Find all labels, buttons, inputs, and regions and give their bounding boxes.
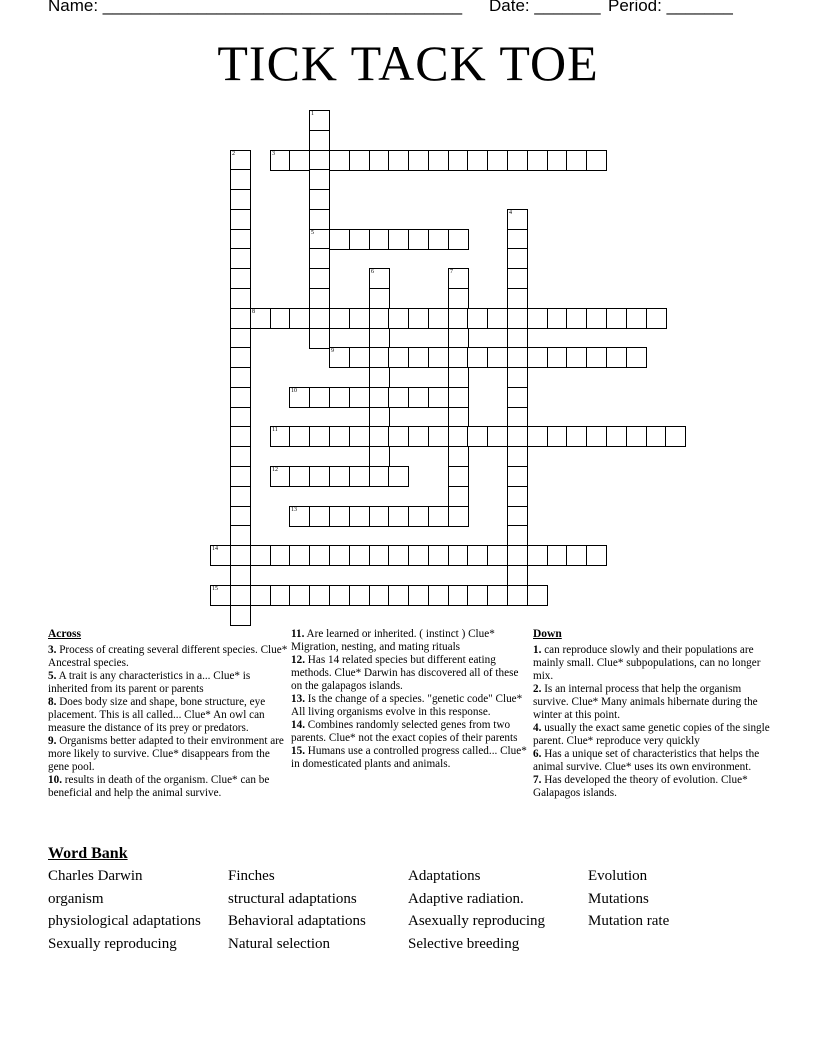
- grid-cell[interactable]: [665, 426, 686, 447]
- grid-cell[interactable]: [467, 347, 488, 368]
- grid-cell[interactable]: [606, 308, 627, 329]
- clue-item: [48, 670, 288, 696]
- grid-cell[interactable]: [230, 565, 251, 586]
- grid-cell[interactable]: [566, 426, 587, 447]
- word-bank-item: Charles Darwin: [48, 868, 143, 884]
- grid-cell[interactable]: [230, 407, 251, 428]
- grid-cell[interactable]: [626, 308, 647, 329]
- clue-number: 1.: [533, 644, 542, 656]
- grid-cell[interactable]: [230, 486, 251, 507]
- grid-cell[interactable]: [547, 545, 568, 566]
- down-heading: Down: [533, 628, 562, 640]
- grid-cell[interactable]: [329, 347, 350, 368]
- grid-cell[interactable]: [448, 486, 469, 507]
- grid-cell[interactable]: [250, 545, 271, 566]
- grid-cell[interactable]: [646, 308, 667, 329]
- clue-number: 9: [331, 348, 334, 354]
- grid-cell[interactable]: [586, 308, 607, 329]
- grid-cell[interactable]: [349, 347, 370, 368]
- grid-cell[interactable]: [586, 150, 607, 171]
- name-field: Name: ______________________________________: [48, 0, 463, 15]
- grid-cell[interactable]: [507, 150, 528, 171]
- clue-text: Are learned or inherited. ( instinct ) Clue* Migration, nesting, and mating rituals: [291, 628, 495, 653]
- clue-item: [533, 644, 773, 683]
- grid-cell[interactable]: [507, 367, 528, 388]
- grid-cell[interactable]: [309, 288, 330, 309]
- grid-cell[interactable]: [467, 585, 488, 606]
- grid-cell[interactable]: [507, 466, 528, 487]
- clue-text: Has 14 related species but different eating methods. Clue* Darwin has discovered all of these on the galapagos islands.: [291, 654, 519, 692]
- period-field: Period: _______: [608, 0, 733, 15]
- grid-cell[interactable]: [487, 426, 508, 447]
- date-field: Date: _______: [489, 0, 601, 15]
- clue-number: 10: [291, 388, 297, 394]
- grid-cell[interactable]: [467, 545, 488, 566]
- grid-cell[interactable]: [388, 426, 409, 447]
- grid-cell[interactable]: [369, 466, 390, 487]
- grid-cell[interactable]: [527, 308, 548, 329]
- grid-cell[interactable]: [369, 229, 390, 250]
- grid-cell[interactable]: [309, 150, 330, 171]
- grid-cell[interactable]: [448, 585, 469, 606]
- clue-number: 14: [212, 546, 218, 552]
- word-bank-item: Sexually reproducing: [48, 936, 177, 953]
- clue-item: [533, 774, 773, 800]
- grid-cell[interactable]: [408, 426, 429, 447]
- grid-cell[interactable]: [507, 446, 528, 467]
- grid-cell[interactable]: [448, 367, 469, 388]
- grid-cell[interactable]: [309, 248, 330, 269]
- grid-cell[interactable]: [309, 229, 330, 250]
- grid-cell[interactable]: [270, 308, 291, 329]
- grid-cell[interactable]: [369, 308, 390, 329]
- grid-cell[interactable]: [566, 347, 587, 368]
- grid-cell[interactable]: [547, 426, 568, 447]
- grid-cell[interactable]: [349, 308, 370, 329]
- grid-cell[interactable]: [428, 308, 449, 329]
- grid-cell[interactable]: [487, 545, 508, 566]
- grid-cell[interactable]: [428, 150, 449, 171]
- grid-cell[interactable]: [586, 347, 607, 368]
- grid-cell[interactable]: [309, 130, 330, 151]
- word-bank-item: Finches: [228, 868, 275, 884]
- grid-cell[interactable]: [388, 585, 409, 606]
- clue-text: Has developed the theory of evolution. Clue* Galapagos islands.: [533, 774, 748, 799]
- grid-cell[interactable]: [507, 387, 528, 408]
- grid-cell[interactable]: [507, 288, 528, 309]
- grid-cell[interactable]: [507, 565, 528, 586]
- word-bank-item: Evolution: [588, 868, 648, 884]
- grid-cell[interactable]: [369, 268, 390, 289]
- grid-cell[interactable]: [507, 426, 528, 447]
- grid-cell[interactable]: [309, 189, 330, 210]
- grid-cell[interactable]: [388, 347, 409, 368]
- grid-cell[interactable]: [448, 328, 469, 349]
- clue-text: Does body size and shape, bone structure, eye placement. This is all called... Clue* An owl can measure the distance of its prey or predators.: [48, 696, 266, 734]
- grid-cell[interactable]: [467, 426, 488, 447]
- grid-cell[interactable]: [527, 585, 548, 606]
- clue-number: 4.: [533, 722, 542, 734]
- grid-cell[interactable]: [428, 387, 449, 408]
- grid-cell[interactable]: [428, 545, 449, 566]
- grid-cell[interactable]: [467, 308, 488, 329]
- grid-cell[interactable]: [230, 268, 251, 289]
- clue-item: [48, 696, 288, 735]
- grid-cell[interactable]: [626, 426, 647, 447]
- grid-cell[interactable]: [448, 506, 469, 527]
- grid-cell[interactable]: [230, 248, 251, 269]
- clue-text: Has a unique set of characteristics that helps the animal survive. Clue* uses its own environment.: [533, 748, 760, 773]
- clue-number: 12.: [291, 654, 305, 666]
- grid-cell[interactable]: [408, 347, 429, 368]
- clue-number: 15.: [291, 745, 305, 757]
- grid-cell[interactable]: [507, 347, 528, 368]
- word-bank-item: Mutation rate: [588, 913, 670, 930]
- grid-cell[interactable]: [408, 545, 429, 566]
- grid-cell[interactable]: [230, 466, 251, 487]
- clue-number: 7.: [533, 774, 542, 786]
- word-bank-item: Natural selection: [228, 936, 331, 953]
- grid-cell[interactable]: [527, 545, 548, 566]
- clue-text: Is the change of a species. "genetic code" Clue* All living organisms evolve in this response.: [291, 693, 523, 718]
- grid-cell[interactable]: [527, 347, 548, 368]
- clue-text: Organisms better adapted to their environment are more likely to survive. Clue* disappears from the gene pool.: [48, 735, 284, 773]
- grid-cell[interactable]: [230, 605, 251, 626]
- grid-cell[interactable]: [448, 466, 469, 487]
- clue-number: 13: [291, 507, 297, 513]
- grid-cell[interactable]: [230, 367, 251, 388]
- clue-number: 1: [311, 111, 314, 117]
- grid-cell[interactable]: [507, 407, 528, 428]
- grid-cell[interactable]: [369, 387, 390, 408]
- grid-cell[interactable]: [329, 308, 350, 329]
- grid-cell[interactable]: [289, 426, 310, 447]
- grid-cell[interactable]: [388, 387, 409, 408]
- clue-number: 2: [232, 151, 235, 157]
- grid-cell[interactable]: [448, 446, 469, 467]
- clue-number: 6.: [533, 748, 542, 760]
- clue-item: [291, 745, 527, 771]
- grid-cell[interactable]: [369, 288, 390, 309]
- clue-text: usually the exact same genetic copies of the single parent. Clue* reproduce very quickly: [533, 722, 770, 747]
- grid-cell[interactable]: [230, 525, 251, 546]
- grid-cell[interactable]: [369, 328, 390, 349]
- grid-cell[interactable]: [349, 506, 370, 527]
- grid-cell[interactable]: [408, 506, 429, 527]
- clue-number: 11.: [291, 628, 305, 640]
- word-bank-item: Behavioral adaptations: [228, 913, 366, 930]
- grid-cell[interactable]: [230, 229, 251, 250]
- grid-cell[interactable]: [329, 229, 350, 250]
- grid-cell[interactable]: [408, 308, 429, 329]
- grid-cell[interactable]: [349, 466, 370, 487]
- grid-cell[interactable]: [388, 506, 409, 527]
- grid-cell[interactable]: [329, 585, 350, 606]
- grid-cell[interactable]: [309, 585, 330, 606]
- clue-number: 15: [212, 586, 218, 592]
- word-bank-item: Mutations: [588, 890, 649, 907]
- clue-text: results in death of the organism. Clue* can be beneficial and help the animal survive.: [48, 774, 270, 799]
- grid-cell[interactable]: [230, 288, 251, 309]
- grid-cell[interactable]: [329, 150, 350, 171]
- grid-cell[interactable]: [289, 150, 310, 171]
- grid-cell[interactable]: [448, 268, 469, 289]
- page-title: TICK TACK TOE: [217, 35, 599, 91]
- grid-cell[interactable]: [448, 150, 469, 171]
- grid-cell[interactable]: [507, 248, 528, 269]
- grid-cell[interactable]: [428, 347, 449, 368]
- grid-cell[interactable]: [270, 545, 291, 566]
- grid-cell[interactable]: [230, 308, 251, 329]
- grid-cell[interactable]: [329, 545, 350, 566]
- clue-number: 8.: [48, 696, 57, 708]
- clue-item: [48, 735, 288, 774]
- grid-cell[interactable]: [566, 150, 587, 171]
- clue-number: 5: [311, 230, 314, 236]
- grid-cell[interactable]: [428, 585, 449, 606]
- grid-cell[interactable]: [428, 426, 449, 447]
- grid-cell[interactable]: [289, 585, 310, 606]
- word-bank-item: Adaptations: [408, 868, 481, 884]
- word-bank-item: Adaptive radiation.: [408, 890, 524, 907]
- grid-cell[interactable]: [566, 545, 587, 566]
- grid-cell[interactable]: [448, 347, 469, 368]
- grid-cell[interactable]: [329, 466, 350, 487]
- grid-cell[interactable]: [388, 545, 409, 566]
- grid-cell[interactable]: [369, 347, 390, 368]
- clue-item: [291, 654, 527, 693]
- grid-cell[interactable]: [230, 545, 251, 566]
- grid-cell[interactable]: [270, 426, 291, 447]
- grid-cell[interactable]: [388, 150, 409, 171]
- grid-cell[interactable]: [250, 585, 271, 606]
- grid-cell[interactable]: [507, 209, 528, 230]
- grid-cell[interactable]: [270, 585, 291, 606]
- grid-cell[interactable]: [408, 229, 429, 250]
- grid-cell[interactable]: [487, 308, 508, 329]
- grid-cell[interactable]: [230, 426, 251, 447]
- grid-cell[interactable]: [210, 585, 231, 606]
- clue-text: can reproduce slowly and their populations are mainly small. Clue* subpopulations, can no longer mix.: [533, 644, 761, 682]
- grid-cell[interactable]: [428, 506, 449, 527]
- grid-cell[interactable]: [586, 426, 607, 447]
- grid-cell[interactable]: [329, 426, 350, 447]
- grid-cell[interactable]: [309, 328, 330, 349]
- grid-cell[interactable]: [626, 347, 647, 368]
- grid-cell[interactable]: [289, 545, 310, 566]
- grid-cell[interactable]: [369, 545, 390, 566]
- grid-cell[interactable]: [369, 585, 390, 606]
- grid-cell[interactable]: [309, 110, 330, 131]
- grid-cell[interactable]: [270, 466, 291, 487]
- clue-number: 10.: [48, 774, 62, 786]
- grid-cell[interactable]: [349, 545, 370, 566]
- grid-cell[interactable]: [507, 268, 528, 289]
- grid-cell[interactable]: [646, 426, 667, 447]
- clue-item: [533, 748, 773, 774]
- grid-cell[interactable]: [369, 506, 390, 527]
- clue-item: [291, 719, 527, 745]
- grid-cell[interactable]: [507, 506, 528, 527]
- grid-cell[interactable]: [606, 426, 627, 447]
- clue-number: 7: [450, 269, 453, 275]
- grid-cell[interactable]: [230, 446, 251, 467]
- clue-number: 6: [371, 269, 374, 275]
- grid-cell[interactable]: [349, 150, 370, 171]
- grid-cell[interactable]: [309, 308, 330, 329]
- clue-text: A trait is any characteristics in a... Clue* is inherited from its parent or parents: [48, 670, 251, 695]
- grid-cell[interactable]: [369, 150, 390, 171]
- word-bank-item: structural adaptations: [228, 890, 357, 907]
- grid-cell[interactable]: [309, 387, 330, 408]
- grid-cell[interactable]: [408, 387, 429, 408]
- grid-cell[interactable]: [547, 347, 568, 368]
- grid-cell[interactable]: [408, 150, 429, 171]
- grid-cell[interactable]: [230, 387, 251, 408]
- grid-cell[interactable]: [349, 387, 370, 408]
- clue-number: 5.: [48, 670, 57, 682]
- clue-text: Process of creating several different species. Clue* Ancestral species.: [48, 644, 288, 669]
- grid-cell[interactable]: [467, 150, 488, 171]
- grid-cell[interactable]: [230, 209, 251, 230]
- grid-cell[interactable]: [428, 229, 449, 250]
- grid-cell[interactable]: [230, 585, 251, 606]
- grid-cell[interactable]: [309, 268, 330, 289]
- grid-cell[interactable]: [309, 169, 330, 190]
- grid-cell[interactable]: [329, 506, 350, 527]
- clue-number: 4: [509, 210, 512, 216]
- across-heading: Across: [48, 628, 82, 640]
- grid-cell[interactable]: [487, 150, 508, 171]
- grid-cell[interactable]: [369, 367, 390, 388]
- grid-cell[interactable]: [329, 387, 350, 408]
- clue-item: [48, 644, 288, 670]
- down-clues: [533, 628, 773, 800]
- grid-cell[interactable]: [507, 486, 528, 507]
- grid-cell[interactable]: [388, 229, 409, 250]
- grid-cell[interactable]: [448, 545, 469, 566]
- grid-cell[interactable]: [369, 407, 390, 428]
- clue-number: 11: [272, 427, 278, 433]
- grid-cell[interactable]: [547, 308, 568, 329]
- grid-cell[interactable]: [448, 387, 469, 408]
- grid-cell[interactable]: [309, 506, 330, 527]
- clue-number: 8: [252, 309, 255, 315]
- across-clues: [48, 628, 288, 800]
- word-bank-item: Asexually reproducing: [408, 913, 546, 930]
- clue-item: [533, 722, 773, 748]
- grid-cell[interactable]: [448, 229, 469, 250]
- clue-number: 2.: [533, 683, 542, 695]
- clue-text: Is an internal process that help the organism survive. Clue* Many animals hibernate during the winter at this point.: [533, 683, 758, 721]
- grid-cell[interactable]: [448, 426, 469, 447]
- grid-cell[interactable]: [606, 347, 627, 368]
- grid-cell[interactable]: [270, 150, 291, 171]
- grid-cell[interactable]: [448, 407, 469, 428]
- grid-cell[interactable]: [210, 545, 231, 566]
- grid-cell[interactable]: [507, 525, 528, 546]
- clue-item: [48, 774, 288, 800]
- grid-cell[interactable]: [250, 308, 271, 329]
- clue-number: 3: [272, 151, 275, 157]
- grid-cell[interactable]: [309, 545, 330, 566]
- clue-number: 13.: [291, 693, 305, 705]
- grid-cell[interactable]: [349, 585, 370, 606]
- grid-cell[interactable]: [349, 426, 370, 447]
- grid-cell[interactable]: [507, 328, 528, 349]
- grid-cell[interactable]: [507, 229, 528, 250]
- word-bank-item: physiological adaptations: [48, 913, 201, 930]
- across-clues-continued: [291, 628, 527, 771]
- grid-cell[interactable]: [369, 426, 390, 447]
- clue-number: 9.: [48, 735, 57, 747]
- grid-cell[interactable]: [388, 466, 409, 487]
- word-bank-item: Selective breeding: [408, 936, 520, 953]
- word-bank-item: organism: [48, 890, 104, 907]
- clue-number: 12: [272, 467, 278, 473]
- grid-cell[interactable]: [230, 328, 251, 349]
- grid-cell[interactable]: [369, 446, 390, 467]
- grid-cell[interactable]: [408, 585, 429, 606]
- grid-cell[interactable]: [507, 308, 528, 329]
- grid-cell[interactable]: [289, 308, 310, 329]
- grid-cell[interactable]: [487, 347, 508, 368]
- grid-cell[interactable]: [448, 308, 469, 329]
- clue-item: [291, 628, 527, 654]
- grid-cell[interactable]: [289, 466, 310, 487]
- grid-cell[interactable]: [547, 150, 568, 171]
- grid-cell[interactable]: [289, 506, 310, 527]
- grid-cell[interactable]: [309, 426, 330, 447]
- grid-cell[interactable]: [487, 585, 508, 606]
- grid-cell[interactable]: [388, 308, 409, 329]
- clue-item: [291, 693, 527, 719]
- grid-cell[interactable]: [309, 209, 330, 230]
- grid-cell[interactable]: [230, 347, 251, 368]
- clue-item: [533, 683, 773, 722]
- clue-text: Humans use a controlled progress called... Clue* in domesticated plants and animals.: [291, 745, 527, 770]
- grid-cell[interactable]: [507, 585, 528, 606]
- word-bank-heading: Word Bank: [48, 845, 128, 862]
- grid-cell[interactable]: [527, 150, 548, 171]
- grid-cell[interactable]: [230, 189, 251, 210]
- grid-cell[interactable]: [289, 387, 310, 408]
- grid-cell[interactable]: [586, 545, 607, 566]
- grid-cell[interactable]: [566, 308, 587, 329]
- grid-cell[interactable]: [230, 150, 251, 171]
- clue-number: 14.: [291, 719, 305, 731]
- grid-cell[interactable]: [230, 169, 251, 190]
- grid-cell[interactable]: [230, 506, 251, 527]
- grid-cell[interactable]: [527, 426, 548, 447]
- grid-cell[interactable]: [349, 229, 370, 250]
- clue-number: 3.: [48, 644, 57, 656]
- grid-cell[interactable]: [448, 288, 469, 309]
- grid-cell[interactable]: [507, 545, 528, 566]
- grid-cell[interactable]: [309, 466, 330, 487]
- clue-text: Combines randomly selected genes from two parents. Clue* not the exact copies of their parents: [291, 719, 518, 744]
